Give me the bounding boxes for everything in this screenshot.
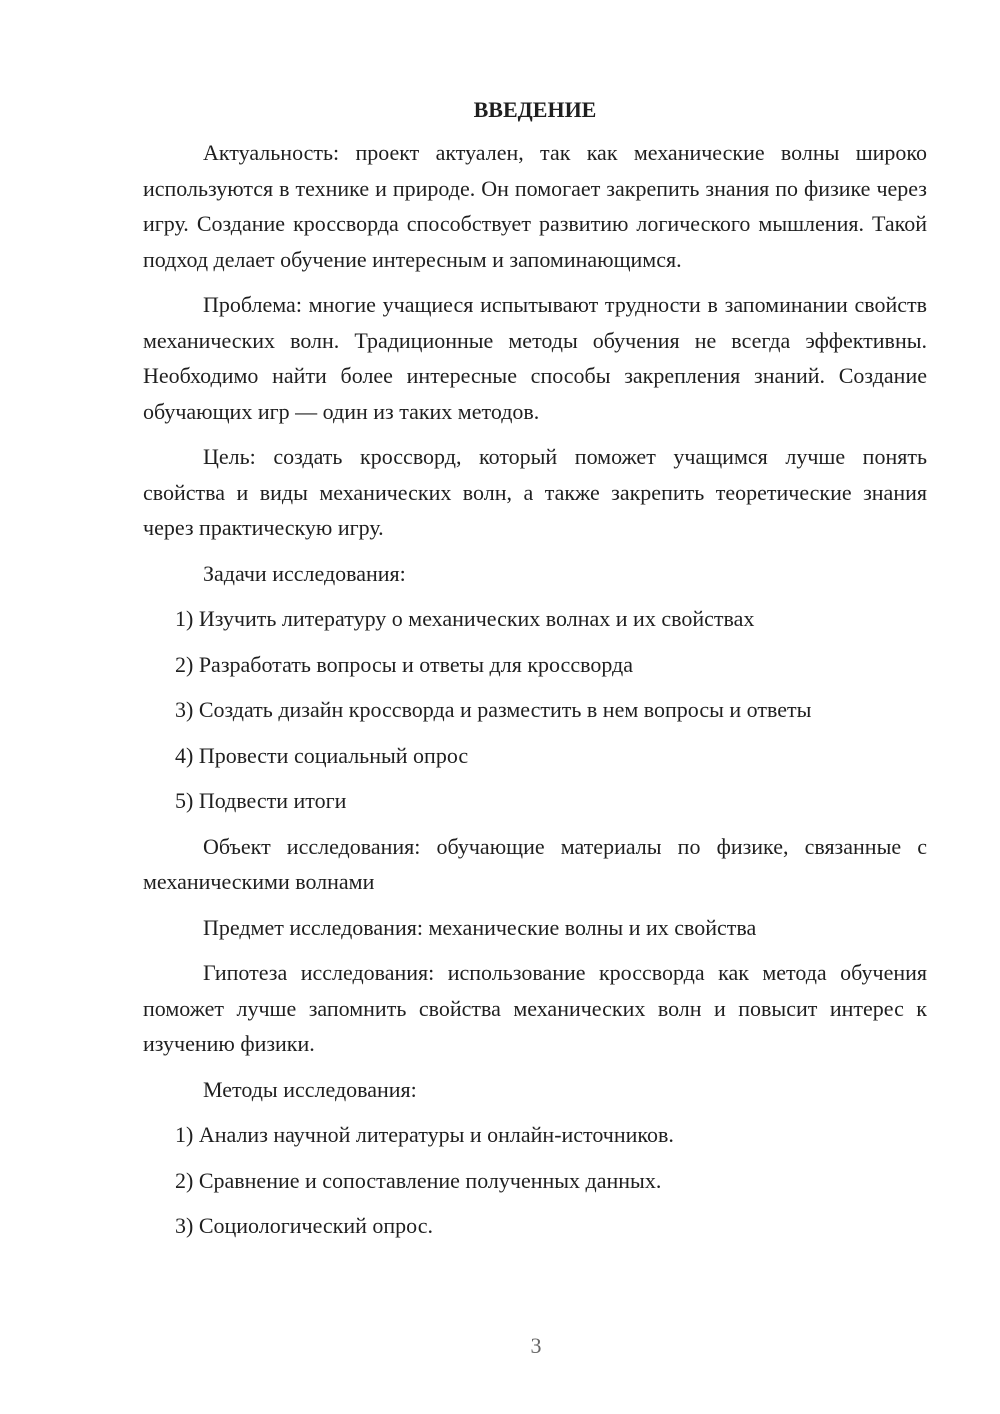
methods-heading: Методы исследования: [203, 1076, 417, 1102]
tasks-list [143, 601, 927, 819]
list-item: 4) Провести социальный опрос [175, 742, 469, 768]
list-item: 1) Анализ научной литературы и онлайн-источников. [175, 1122, 674, 1147]
subject-paragraph: Предмет исследования: механические волны и их свойства [203, 914, 757, 940]
list-item: 3) Создать дизайн кроссворда и разместить в нем вопросы и ответы [175, 697, 812, 722]
list-item: 2) Разработать вопросы и ответы для кроссворда [175, 651, 633, 677]
list-item: 5) Подвести итоги [175, 788, 347, 813]
section-title: ВВЕДЕНИЕ [473, 97, 597, 122]
list-item: 2) Сравнение и сопоставление полученных данных. [175, 1167, 662, 1193]
methods-list [143, 1117, 927, 1244]
page-number: 3 [530, 1333, 542, 1358]
goal-paragraph: Цель: создать кроссворд, который поможет учащимся лучше понять свойства и виды механических волн, а также закрепить теоретические знания через практическую игру. [143, 444, 927, 540]
document-page [143, 94, 927, 1254]
object-paragraph: Объект исследования: обучающие материалы по физике, связанные с механическими волнами [143, 833, 927, 894]
list-item: 1) Изучить литературу о механических волнах и их свойствах [175, 606, 755, 631]
tasks-heading: Задачи исследования: [203, 560, 406, 586]
list-item: 3) Социологический опрос. [175, 1213, 433, 1238]
relevance-paragraph: Актуальность: проект актуален, так как механические волны широко используются в технике и природе. Он помогает закрепить знания по физике через игру. Создание кроссворда способствует развитию логического мышления. Такой подход делает обучение интересным и запоминающимся. [143, 140, 927, 272]
hypothesis-paragraph: Гипотеза исследования: использование кроссворда как метода обучения поможет лучше запомнить свойства механических волн и повысит интерес к изучению физики. [143, 960, 927, 1056]
problem-paragraph: Проблема: многие учащиеся испытывают трудности в запоминании свойств механических волн. Традиционные методы обучения не всегда эффективны. Необходимо найти более интересные способы закрепления знаний. Создание обучающих игр — один из таких методов. [143, 292, 927, 424]
